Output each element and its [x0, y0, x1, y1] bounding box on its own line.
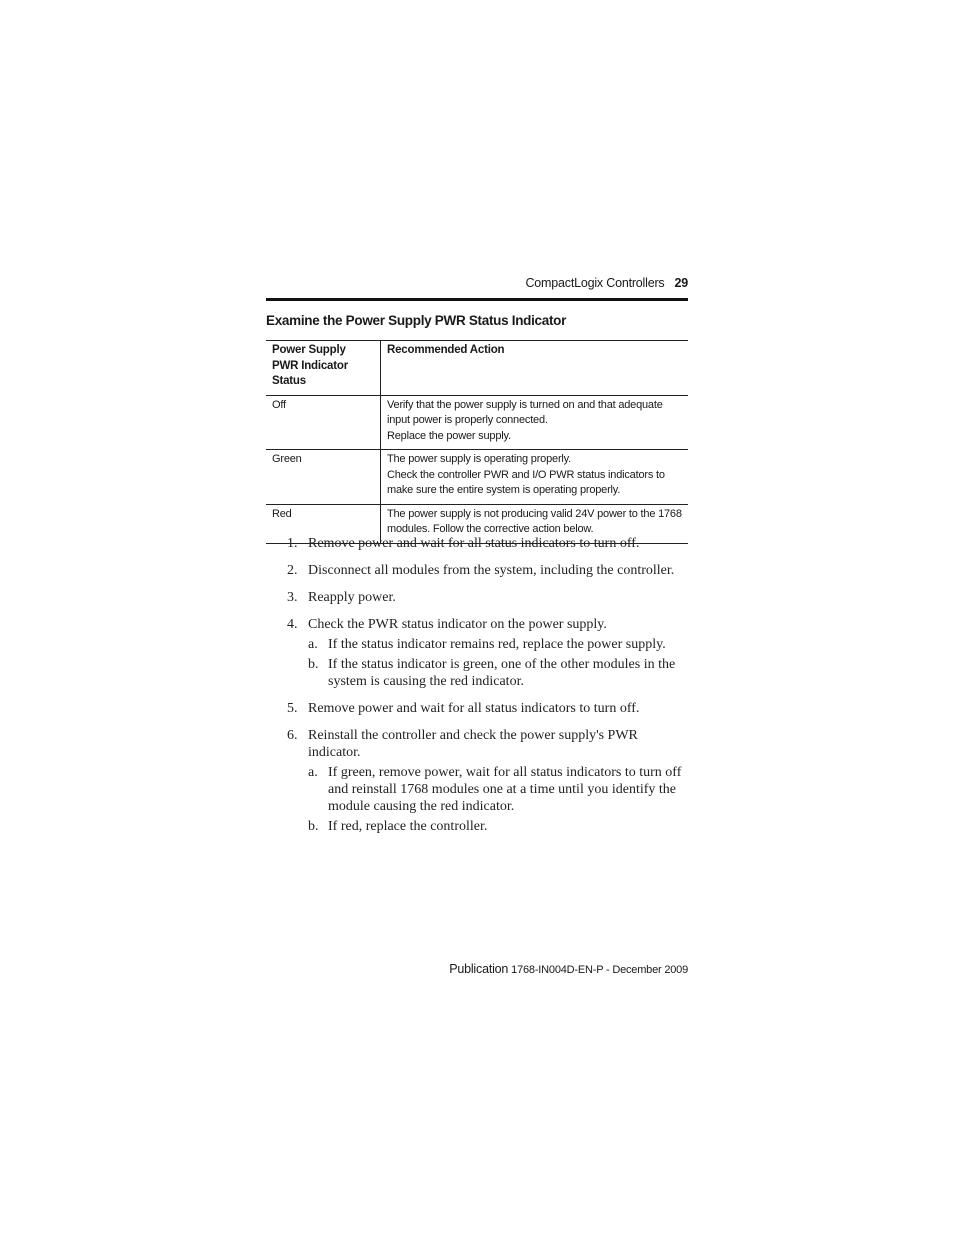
status-cell: Green — [266, 450, 381, 505]
step-number: 4. — [287, 617, 298, 632]
step-text: Disconnect all modules from the system, including the controller. — [308, 563, 675, 578]
action-line: Replace the power supply. — [387, 429, 511, 442]
action-cell — [381, 395, 689, 450]
sub-step-text: If the status indicator remains red, replace the power supply. — [328, 637, 666, 652]
document-page — [266, 0, 688, 1235]
list-item — [266, 727, 688, 835]
step-number: 1. — [287, 536, 298, 551]
action-cell — [381, 450, 689, 505]
column-header-status: Power Supply PWR Indicator Status — [266, 341, 381, 396]
list-item — [266, 700, 688, 717]
publication-id: 1768-IN004D-EN-P - December 2009 — [511, 964, 688, 976]
list-item — [266, 535, 688, 552]
footer-label: Publication — [449, 962, 509, 976]
sub-step — [308, 764, 688, 815]
action-line: The power supply is not producing valid 24V power to the 1768 modules. Follow the corrective action below. — [387, 507, 682, 535]
table-row — [266, 450, 688, 505]
sub-step-letter: b. — [308, 819, 319, 834]
sub-step-letter: a. — [308, 637, 318, 652]
sub-step-text: If green, remove power, wait for all status indicators to turn off and reinstall 1768 modules one at a time until you identify the module causing the red indicator. — [328, 765, 682, 814]
running-header — [525, 276, 688, 290]
table-header-row — [266, 341, 688, 396]
header-title: CompactLogix Controllers — [525, 276, 665, 290]
list-item — [266, 616, 688, 690]
action-line: The power supply is operating properly. — [387, 453, 571, 465]
step-text: Reinstall the controller and check the power supply's PWR indicator. — [308, 728, 638, 760]
sub-step-text: If red, replace the controller. — [328, 819, 488, 834]
page-footer — [449, 962, 688, 976]
sub-step — [308, 656, 688, 690]
sub-step — [308, 636, 688, 653]
page-number: 29 — [674, 276, 688, 290]
action-line: Verify that the power supply is turned on and that adequate input power is properly connected. — [387, 398, 663, 426]
step-text: Remove power and wait for all status indicators to turn off. — [308, 536, 640, 551]
step-text: Check the PWR status indicator on the power supply. — [308, 617, 607, 632]
sub-step — [308, 818, 688, 835]
table-row — [266, 395, 688, 450]
step-number: 2. — [287, 563, 298, 578]
status-cell: Off — [266, 395, 381, 450]
column-header-action: Recommended Action — [381, 341, 689, 396]
header-rule — [266, 298, 688, 301]
procedure-steps — [266, 535, 688, 845]
list-item — [266, 589, 688, 606]
status-cell: Red — [266, 504, 381, 543]
sub-step-letter: a. — [308, 765, 318, 780]
action-line: Check the controller PWR and I/O PWR status indicators to make sure the entire system is operating properly. — [387, 468, 665, 496]
step-number: 5. — [287, 701, 298, 716]
sub-step-letter: b. — [308, 657, 319, 672]
step-text: Remove power and wait for all status indicators to turn off. — [308, 701, 640, 716]
sub-step-text: If the status indicator is green, one of the other modules in the system is causing the red indicator. — [328, 657, 676, 689]
step-number: 3. — [287, 590, 298, 605]
list-item — [266, 562, 688, 579]
step-text: Reapply power. — [308, 590, 396, 605]
pwr-status-table — [266, 340, 688, 544]
section-title: Examine the Power Supply PWR Status Indicator — [266, 313, 567, 328]
step-number: 6. — [287, 728, 298, 743]
